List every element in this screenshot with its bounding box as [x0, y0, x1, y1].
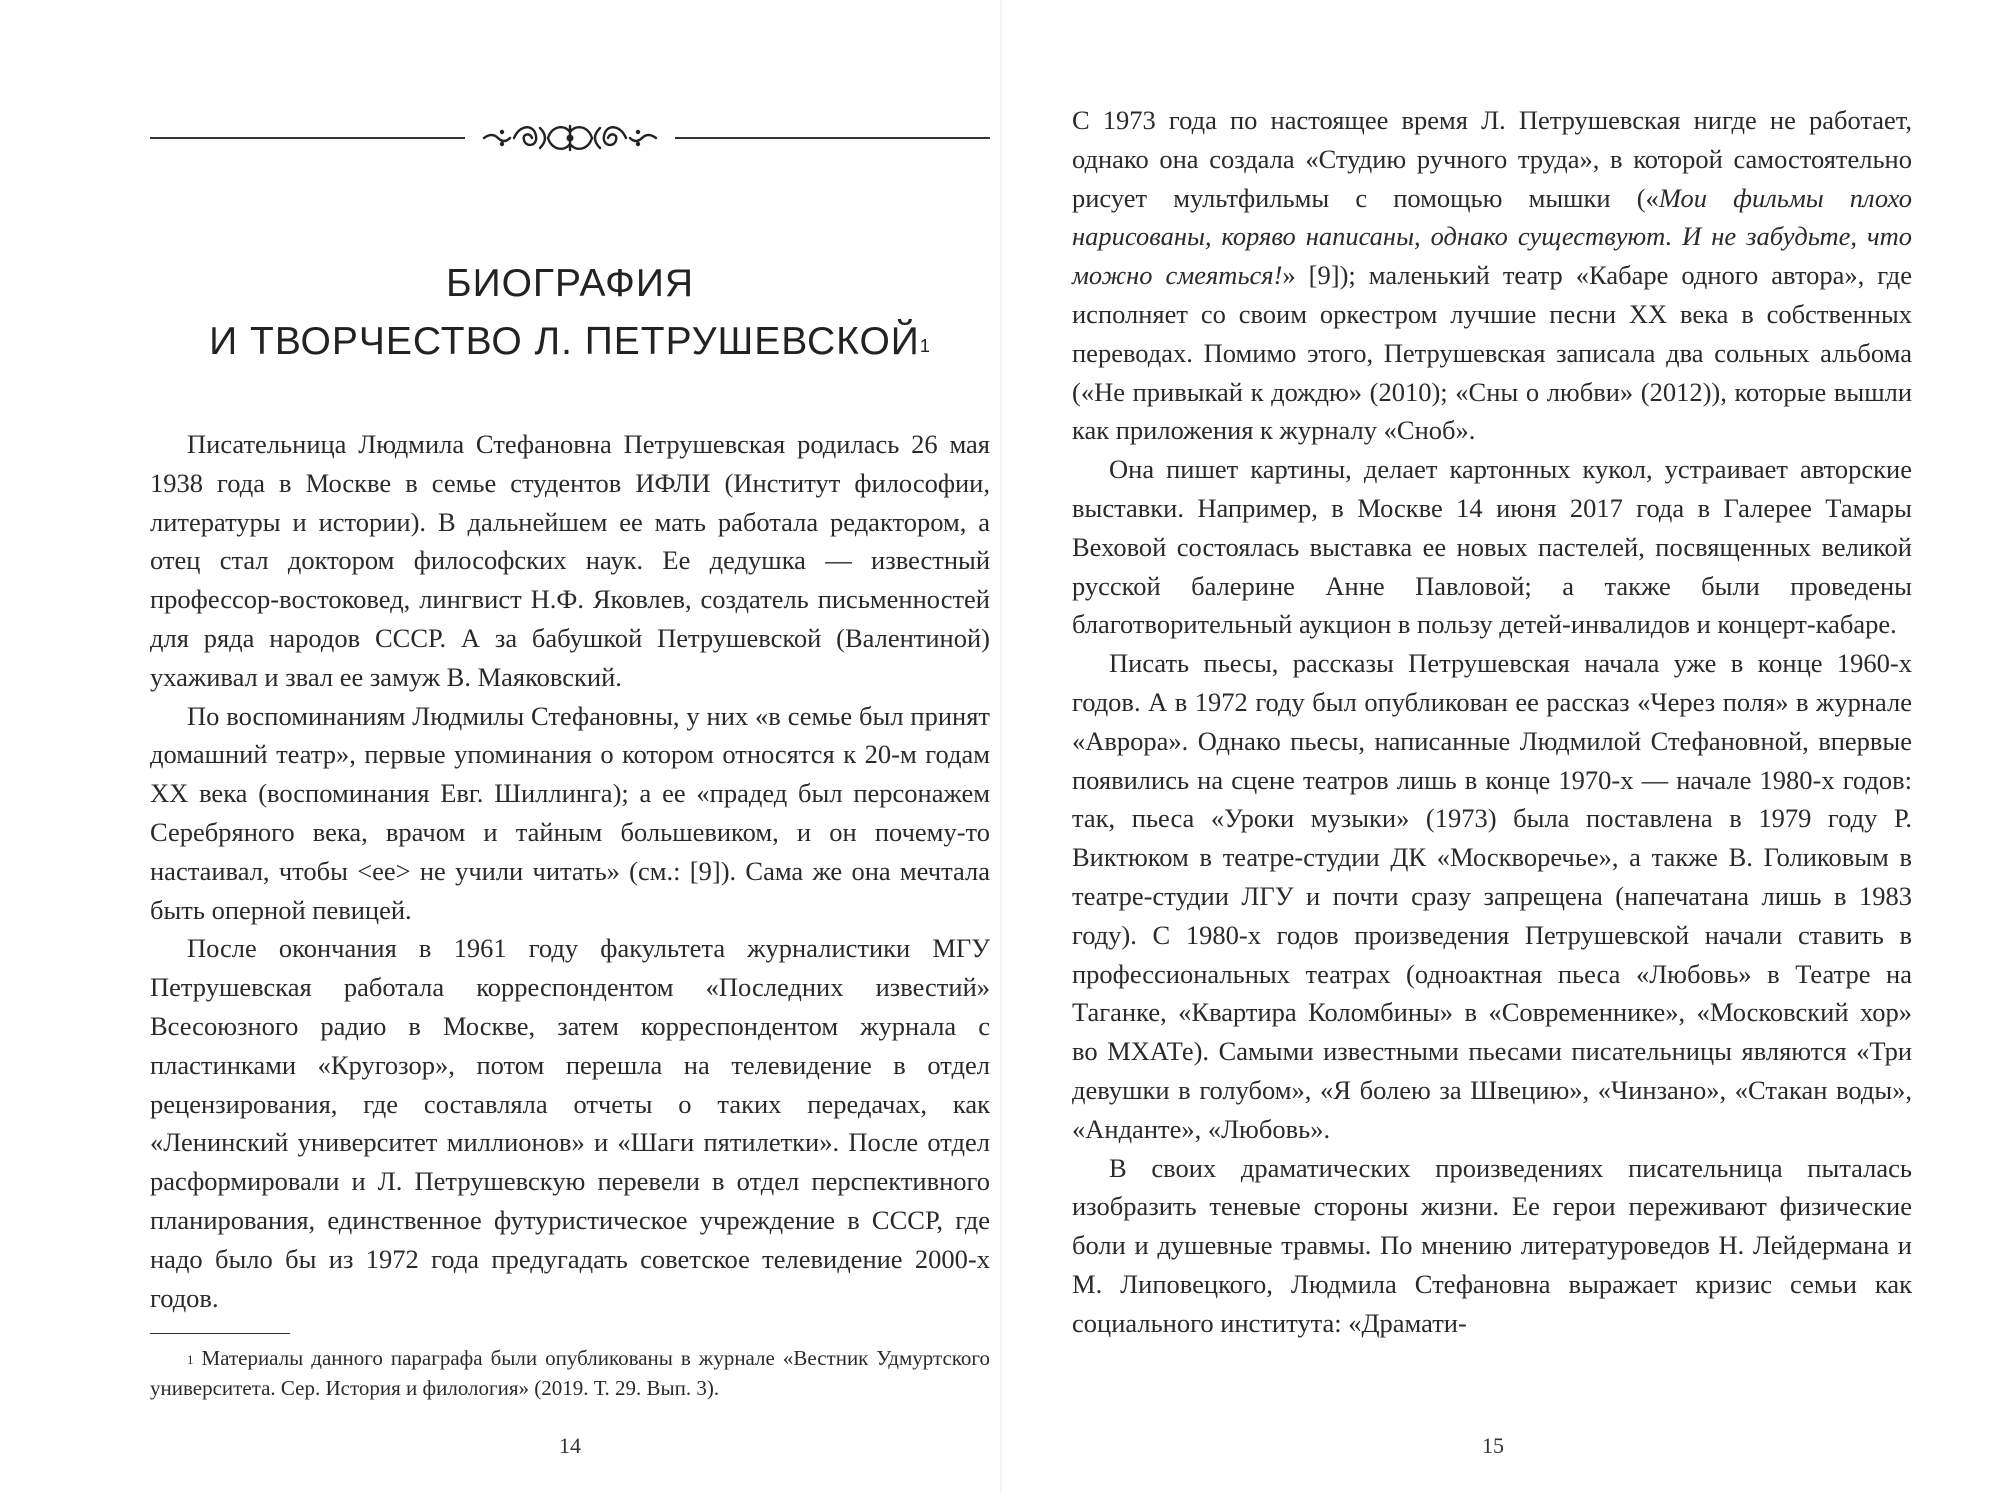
paragraph: Она пишет картины, делает картонных кукол, устраивает авторские выставки. Например, в Москве 14 июня 2017 года в Галерее Тамары Веховой состоялась выставка ее новых пастелей, посвященных великой русской балерине Анне Павловой; а также были проведены благотворительный аукцион в пользу детей-инвалидов и концерт-кабаре.	[1072, 454, 1912, 640]
right-body-text	[1072, 101, 1912, 1343]
title-line-2: И ТВОРЧЕСТВО Л. ПЕТРУШЕВСКОЙ	[209, 320, 920, 363]
ornament-rule-left	[150, 137, 465, 139]
ornament-rule-right	[675, 137, 990, 139]
footnote-rule	[150, 1333, 290, 1334]
title-line-1: БИОГРАФИЯ	[445, 262, 695, 305]
paragraph	[1072, 101, 1912, 450]
paragraph-text: » [9]); маленький театр «Кабаре одного автора», где исполняет со своим оркестром лучшие песни XX века в собственных переводах. Помимо этого, Петрушевская записала два сольных альбома («Не привыкай к дождю» (2010); «Сны о любви» (2012)), которые вышли как приложения к журналу «Сноб».	[1072, 260, 1913, 446]
header-ornament	[150, 118, 990, 158]
footnote-mark: 1	[187, 1352, 194, 1367]
left-body-text	[150, 425, 990, 1317]
footnote-text: Материалы данного параграфа были опубликованы в журнале «Вестник Удмуртского университета. Сер. История и филология» (2019. Т. 29. Вып. 3).	[150, 1346, 990, 1400]
italic-quote: Мои фильмы плохо нарисованы, коряво написаны, однако существуют. И не забудьте, что можно смеяться!	[1072, 182, 1913, 291]
footnote	[150, 1343, 990, 1403]
floral-ornament-icon	[480, 118, 660, 158]
paragraph: По воспоминаниям Людмилы Стефановны, у них «в семье был принят домашний театр», первые упоминания о котором относятся к 20-м годам XX века (воспоминания Евг. Шиллинга); а ее «прадед был персонажем Серебряного века, врачом и тайным большевиком, и он почему-то настаивал, чтобы <ее> не учили читать» (см.: [9]). Сама же она мечтала быть оперной певицей.	[150, 700, 990, 925]
page-number-right: 15	[1482, 1433, 1504, 1458]
paragraph: После окончания в 1961 году факультета журналистики МГУ Петрушевская работала корреспондентом «Последних известий» Всесоюзного радио в Москве, затем корреспондентом журнала с пластинками «Кругозор», потом перешла на телевидение в отдел рецензирования, где составляла отчеты о таких передачах, как «Ленинский университет миллионов» и «Шаги пятилетки». После отдел расформировали и Л. Петрушевскую перевели в отдел перспективного планирования, единственное футуристическое учреждение в СССР, где надо было бы из 1972 года предугадать советское телевидение 2000-х годов.	[150, 933, 990, 1313]
footnote-paragraph	[150, 1343, 990, 1403]
page-number-left: 14	[559, 1433, 581, 1458]
title-footnote-mark[interactable]: 1	[919, 336, 931, 356]
chapter-title	[150, 255, 990, 371]
paragraph: В своих драматических произведениях писательница пыталась изобразить теневые стороны жизни. Ее герои переживают физические боли и душевные травмы. По мнению литературоведов Н. Лейдермана и М. Липовецкого, Людмила Стефановна выражает кризис семьи как социального института: «Драмати-	[1072, 1152, 1912, 1338]
paragraph: Писать пьесы, рассказы Петрушевская начала уже в конце 1960-х годов. А в 1972 году был опубликован ее рассказ «Через поля» в журнале «Аврора». Однако пьесы, написанные Людмилой Стефановной, впервые появились на сцене театров лишь в конце 1970-х — начале 1980-х годов: так, пьеса «Уроки музыки» (1973) была поставлена в 1979 году Р. Виктюком в театре-студии ДК «Москворечье», а также В. Голиковым в театре-студии ЛГУ и почти сразу запрещена (напечатана лишь в 1983 году). С 1980-х годов произведения Петрушевской начали ставить в профессиональных театрах (одноактная пьеса «Любовь» в Театре на Таганке, «Квартира Коломбины» в «Современнике», «Московский хор» во МХАТе). Самыми известными пьесами писательницы являются «Три девушки в голубом», «Я болею за Швецию», «Чинзано», «Стакан воды», «Анданте», «Любовь».	[1072, 648, 1912, 1144]
paragraph-text: С 1973 года по настоящее время Л. Петрушевская нигде не работает, однако она создала «Студию ручного труда», в которой самостоятельно рисует мультфильмы с помощью мышки («	[1072, 105, 1912, 213]
paragraph: Писательница Людмила Стефановна Петрушевская родилась 26 мая 1938 года в Москве в семье студентов ИФЛИ (Институт философии, литературы и истории). В дальнейшем ее мать работала редактором, а отец стал доктором философских наук. Ее дедушка — известный профессор-востоковед, лингвист Н.Ф. Яковлев, создатель письменностей для ряда народов СССР. А за бабушкой Петрушевской (Валентиной) ухаживал и звал ее замуж В. Маяковский.	[150, 429, 990, 692]
title-line-2-wrap	[150, 313, 990, 371]
